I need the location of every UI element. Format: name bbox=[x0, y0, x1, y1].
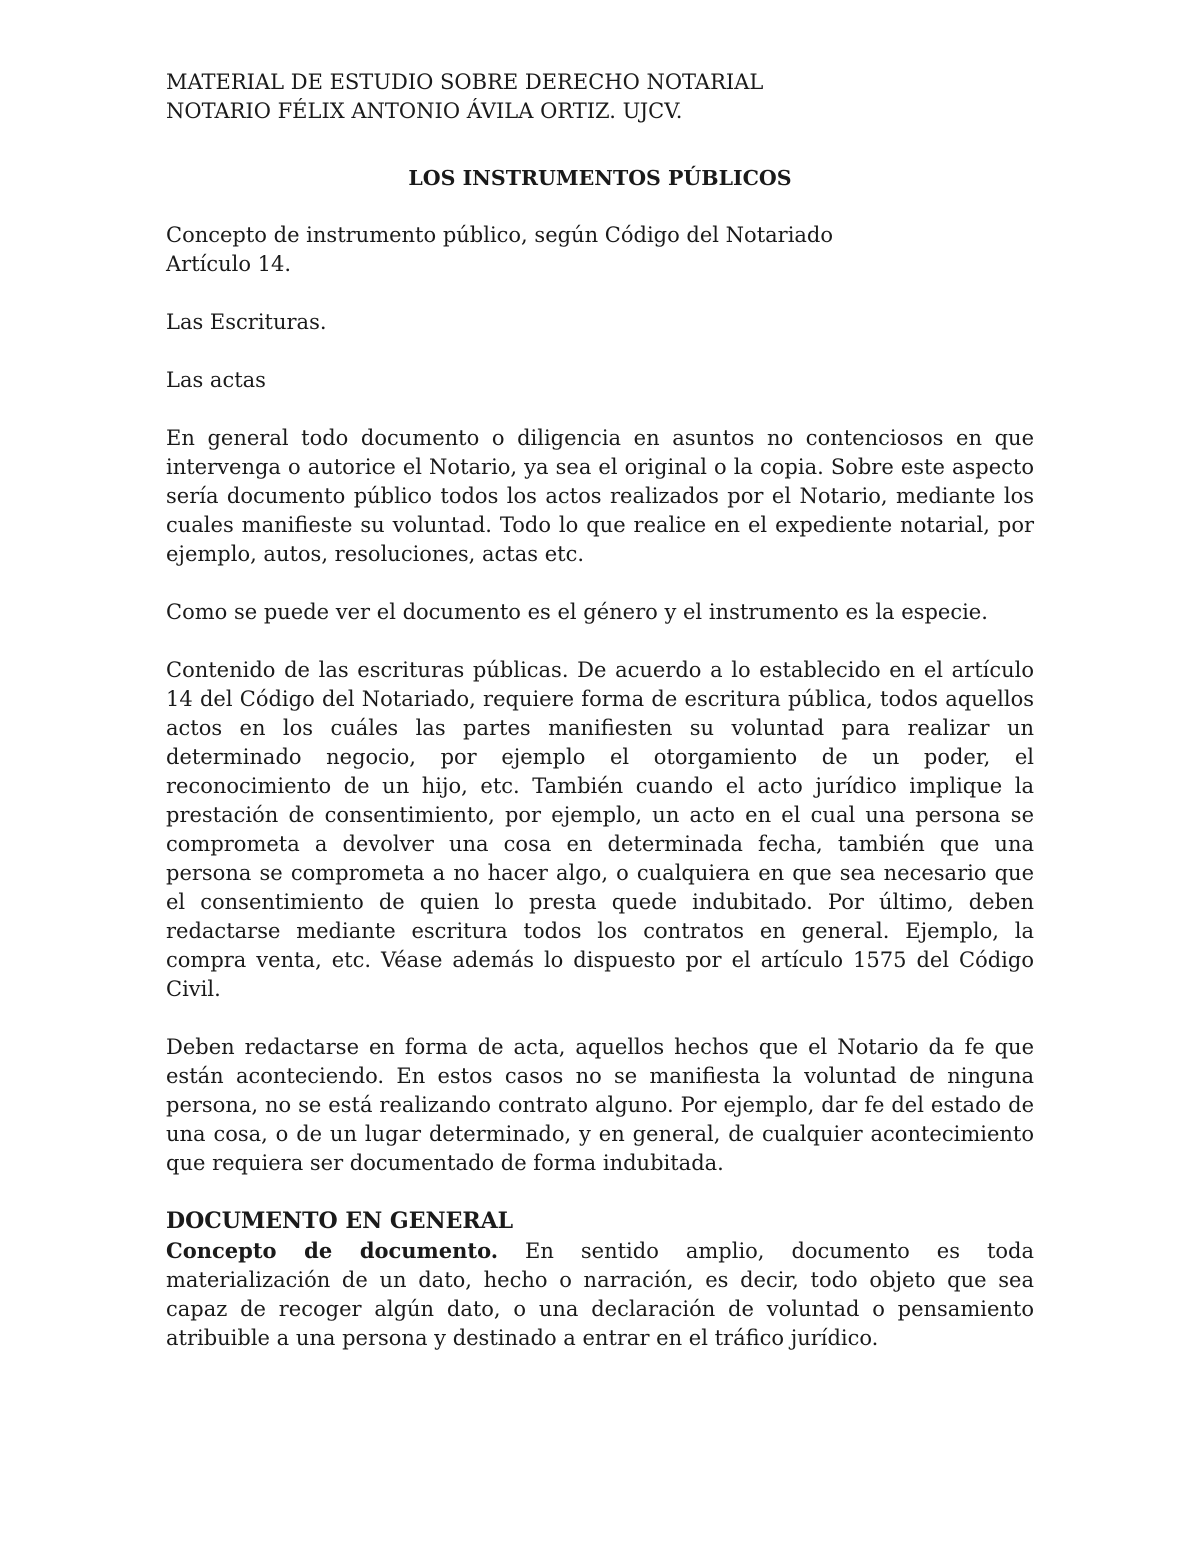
paragraph-genero: Como se puede ver el documento es el género y el instrumento es la especie. bbox=[166, 600, 988, 624]
section-lead: Concepto de documento. bbox=[166, 1238, 499, 1263]
document-body bbox=[166, 68, 1034, 1353]
header-line-2: NOTARIO FÉLIX ANTONIO ÁVILA ORTIZ. UJCV. bbox=[166, 99, 683, 123]
item-escrituras: Las Escrituras. bbox=[166, 310, 327, 334]
paragraph-contenido: Contenido de las escrituras públicas. De acuerdo a lo establecido en el artículo 14 del Código del Notariado, requiere forma de escritura pública, todos aquellos actos en los cuáles las partes manifiesten su voluntad para realizar un determinado negocio, por ejemplo el otorgamiento de un poder, el reconocimiento de un hijo, etc. También cuando el acto jurídico implique la prestación de consentimiento, por ejemplo, un acto en el cual una persona se comprometa a devolver una cosa en determinada fecha, también que una persona se comprometa a no hacer algo, o cualquiera en que sea necesario que el consentimiento de quien lo presta quede indubitado. Por último, deben redactarse mediante escritura todos los contratos en general. Ejemplo, la compra venta, etc. Véase además lo dispuesto por el artículo 1575 del Código Civil. bbox=[166, 658, 1034, 1001]
paragraph-general: En general todo documento o diligencia en asuntos no contenciosos en que intervenga o autorice el Notario, ya sea el original o la copia. Sobre este aspecto sería documento público todos los actos realizados por el Notario, mediante los cuales manifieste su voluntad. Todo lo que realice en el expediente notarial, por ejemplo, autos, resoluciones, actas etc. bbox=[166, 426, 1034, 566]
section-paragraph bbox=[166, 1236, 1034, 1353]
section-heading: DOCUMENTO EN GENERAL bbox=[166, 1208, 514, 1234]
concept-line-2: Artículo 14. bbox=[166, 252, 292, 276]
item-actas: Las actas bbox=[166, 368, 266, 392]
page-title: LOS INSTRUMENTOS PÚBLICOS bbox=[408, 166, 792, 190]
paragraph-actas: Deben redactarse en forma de acta, aquellos hechos que el Notario da fe que están aconteciendo. En estos casos no se manifiesta la voluntad de ninguna persona, no se está realizando contrato alguno. Por ejemplo, dar fe del estado de una cosa, o de un lugar determinado, y en general, de cualquier acontecimiento que requiera ser documentado de forma indubitada. bbox=[166, 1035, 1034, 1175]
section-text: En sentido amplio, documento es toda materialización de un dato, hecho o narración, es decir, todo objeto que sea capaz de recoger algún dato, o una declaración de voluntad o pensamiento atribuible a una persona y destinado a entrar en el tráfico jurídico. bbox=[166, 1239, 1034, 1350]
header-line-1: MATERIAL DE ESTUDIO SOBRE DERECHO NOTARIAL bbox=[166, 70, 764, 94]
concept-line-1: Concepto de instrumento público, según Código del Notariado bbox=[166, 223, 834, 247]
